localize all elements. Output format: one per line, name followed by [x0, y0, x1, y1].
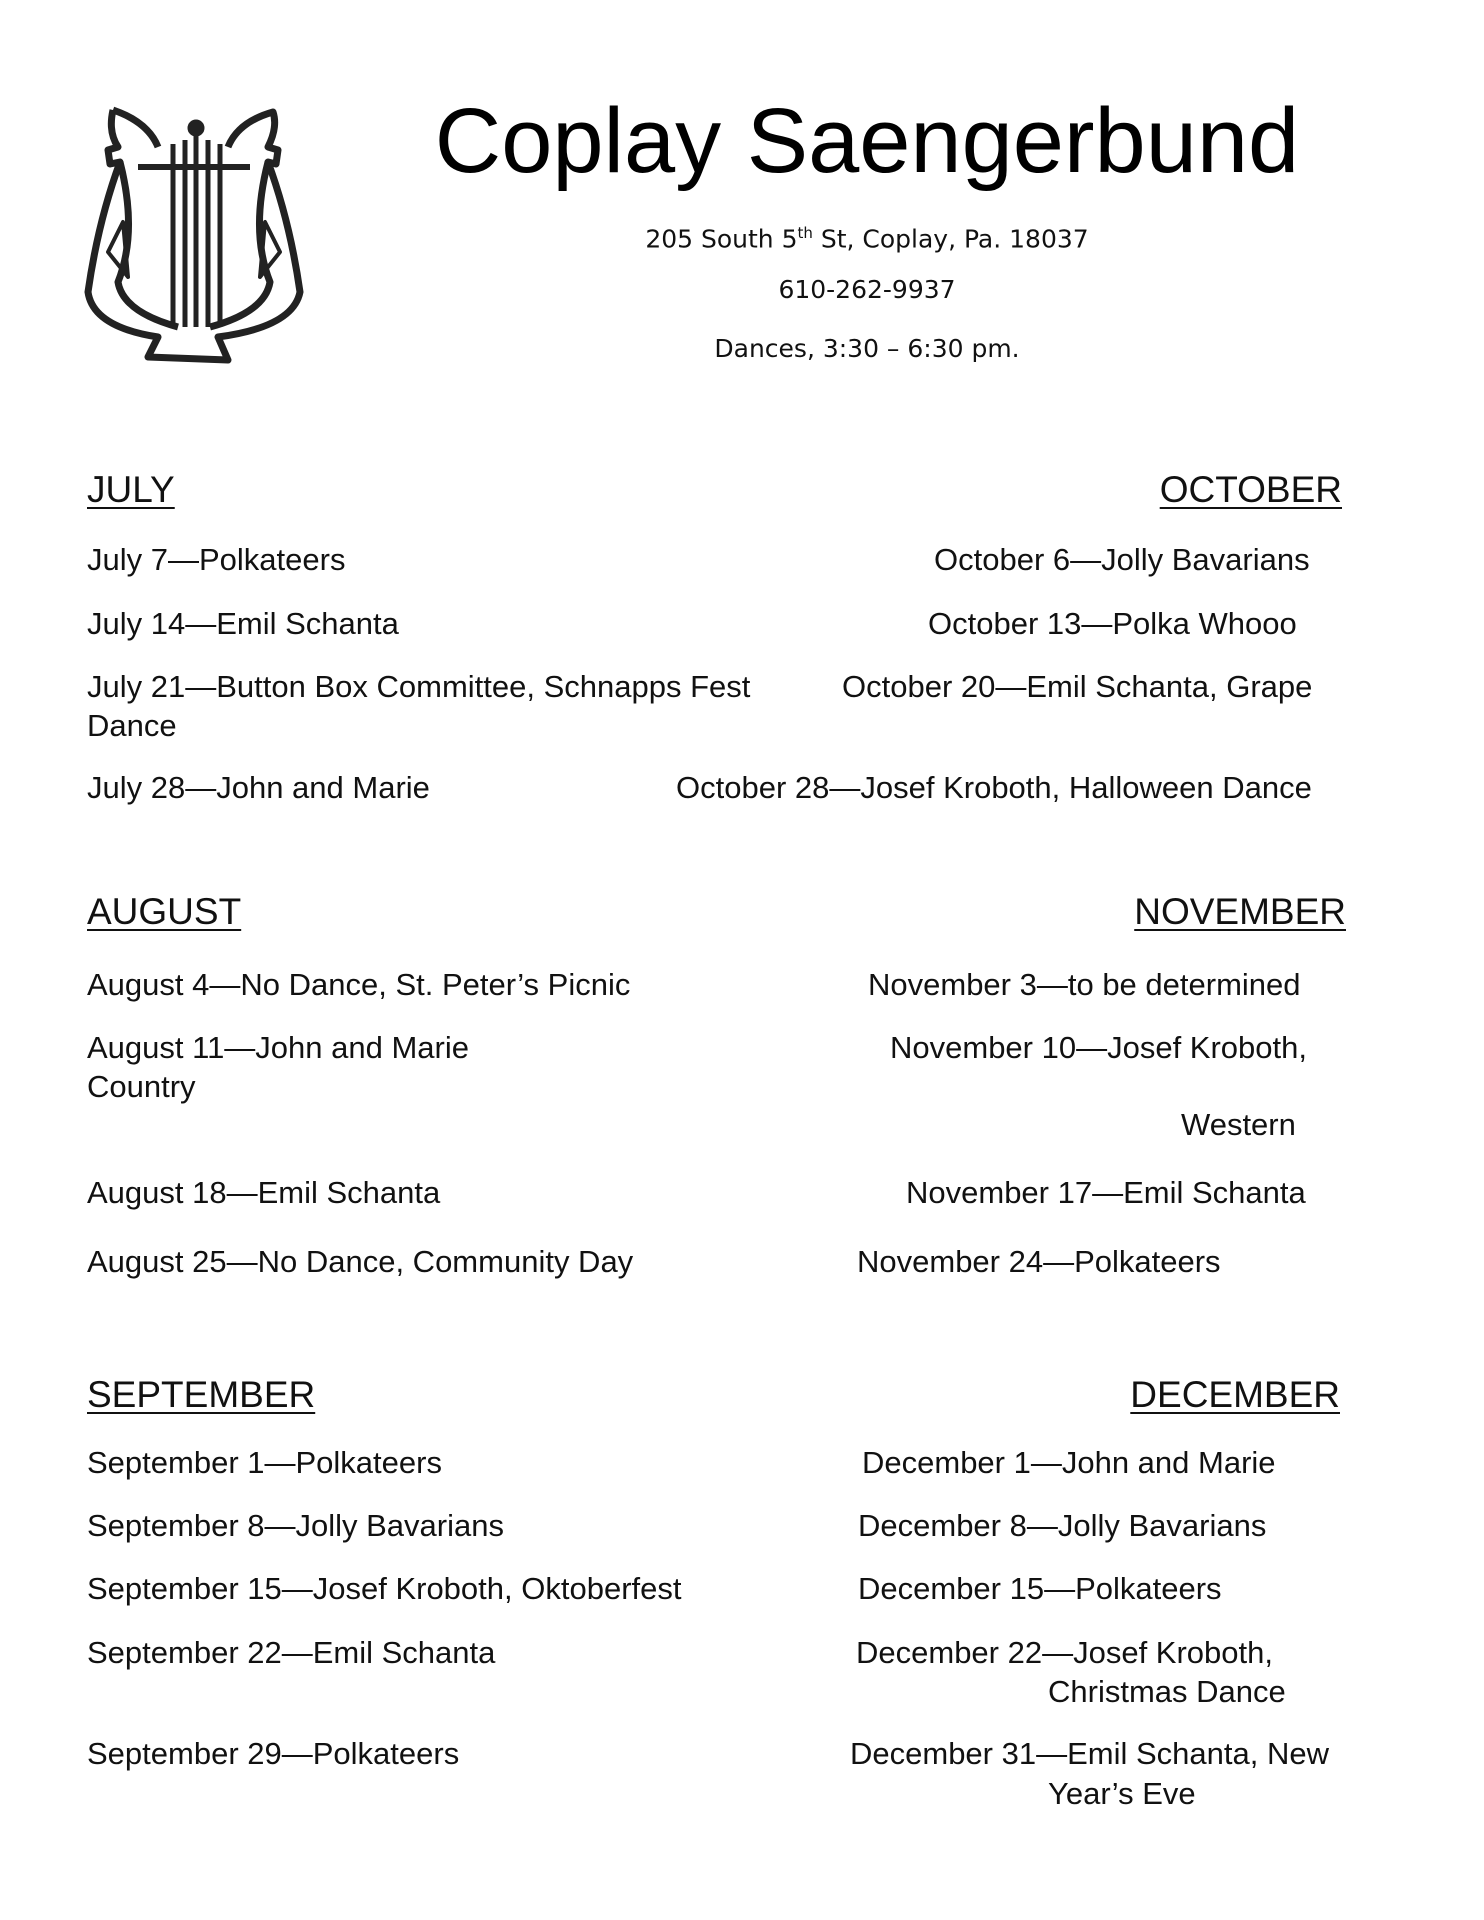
list-item: Christmas Dance [1048, 1674, 1286, 1709]
list-item: September 22—Emil Schanta [87, 1635, 496, 1670]
list-item: July 7—Polkateers [87, 542, 346, 577]
list-item: November 17—Emil Schanta [906, 1175, 1306, 1210]
list-item: October 28—Josef Kroboth, Halloween Dance [676, 770, 1312, 805]
list-item: December 8—Jolly Bavarians [858, 1508, 1267, 1543]
month-heading-december: DECEMBER [1130, 1374, 1340, 1415]
month-heading-october: OCTOBER [1159, 469, 1342, 510]
list-item: October 13—Polka Whooo [928, 606, 1297, 641]
month-heading-august: AUGUST [87, 891, 242, 932]
list-item: November 3—to be determined [868, 967, 1301, 1002]
list-item: September 1—Polkateers [87, 1445, 442, 1480]
list-item: Dance [87, 708, 177, 743]
list-item: November 24—Polkateers [857, 1244, 1221, 1279]
list-item: August 4—No Dance, St. Peter’s Picnic [87, 967, 631, 1002]
list-item: September 29—Polkateers [87, 1736, 460, 1771]
list-item: September 15—Josef Kroboth, Oktoberfest [87, 1571, 682, 1606]
list-item: July 14—Emil Schanta [87, 606, 399, 641]
month-heading-september: SEPTEMBER [87, 1374, 316, 1415]
month-heading-july: JULY [87, 469, 175, 510]
list-item: August 18—Emil Schanta [87, 1175, 441, 1210]
hours: Dances, 3:30 – 6:30 pm. [714, 334, 1020, 363]
list-item: August 11—John and Marie [87, 1030, 469, 1065]
list-item: August 25—No Dance, Community Day [87, 1244, 634, 1279]
phone: 610-262-9937 [778, 275, 956, 304]
list-item: July 21—Button Box Committee, Schnapps Fest [87, 669, 751, 704]
list-item: December 1—John and Marie [862, 1445, 1276, 1480]
list-item: December 22—Josef Kroboth, [856, 1635, 1273, 1670]
page-title: Coplay Saengerbund [434, 90, 1300, 192]
list-item: December 15—Polkateers [858, 1571, 1222, 1606]
list-item: October 6—Jolly Bavarians [934, 542, 1310, 577]
list-item: Western [1181, 1107, 1296, 1142]
list-item: November 10—Josef Kroboth, [890, 1030, 1307, 1065]
list-item: Year’s Eve [1048, 1776, 1196, 1811]
list-item: December 31—Emil Schanta, New [850, 1736, 1329, 1771]
month-heading-november: NOVEMBER [1134, 891, 1346, 932]
list-item: Country [87, 1069, 196, 1104]
list-item: September 8—Jolly Bavarians [87, 1508, 504, 1543]
list-item: July 28—John and Marie [87, 770, 430, 805]
address: 205 South 5th St, Coplay, Pa. 18037 [645, 224, 1089, 254]
list-item: October 20—Emil Schanta, Grape [842, 669, 1313, 704]
